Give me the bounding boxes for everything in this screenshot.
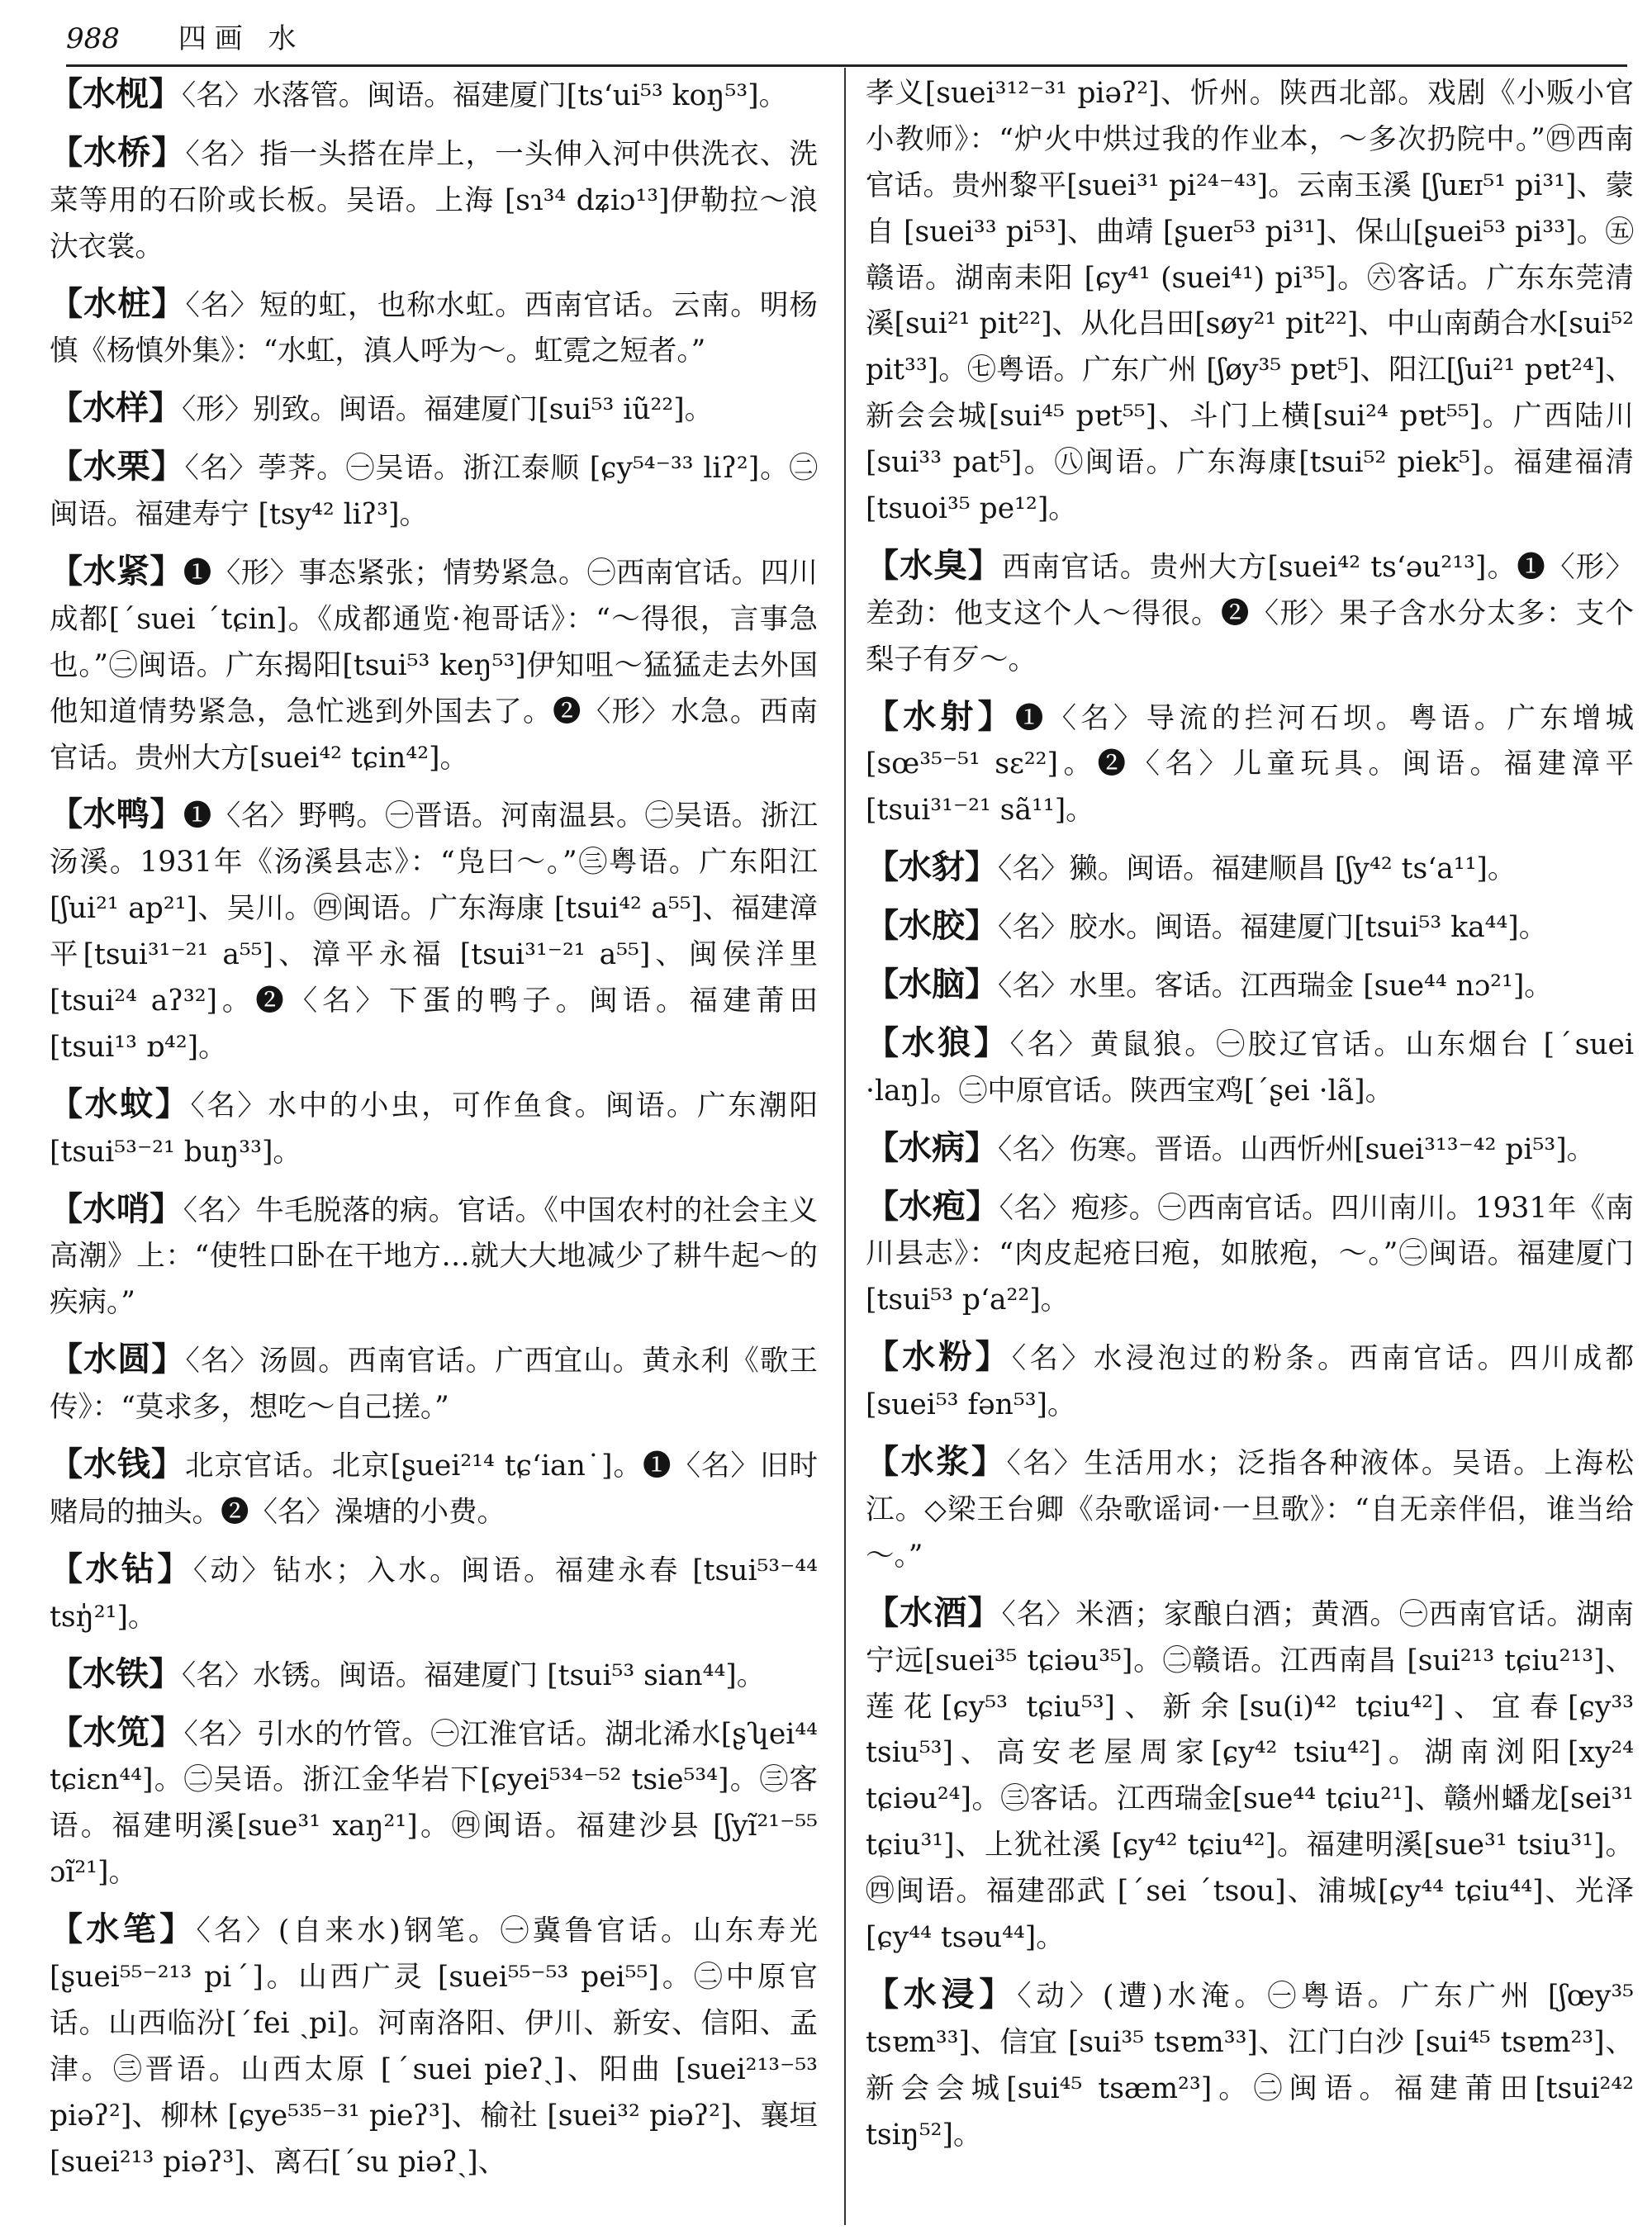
entry-headword: 【水豺】: [866, 847, 998, 887]
dictionary-entry: [866, 694, 1634, 835]
dictionary-entry: [50, 1710, 818, 1897]
section-title: 四画 水: [178, 22, 305, 55]
dictionary-entry: [50, 1186, 818, 1327]
entry-definition: 〈名〉水浸泡过的粉条。西南官话。四川成都[suei⁵³ fən⁵³]。: [866, 1342, 1635, 1422]
left-column: [50, 71, 818, 2195]
page-header: [66, 18, 1635, 59]
dictionary-entry: [50, 1336, 818, 1431]
entry-definition: 〈名〉牛毛脱落的病。官话。《中国农村的社会主义高潮》上：“使牲口卧在干地方…就大大地减少了耕牛起～的疾病。”: [50, 1193, 819, 1320]
entry-headword: 【水钱】: [50, 1445, 186, 1484]
entry-headword: 【水蚊】: [50, 1084, 191, 1123]
entry-definition: 〈动〉(遭)水淹。㊀粤语。广东广州 [ʃœy³⁵ tsɐm³³]、信宜 [sui³⁵ tsɐm³³]、江门白沙 [sui⁴⁵ tsɐm²³]、新会会城[sui⁴⁵ tsæm²³]。㊁闽语。福建莆田[tsui²⁴² tsiŋ⁵²]。: [866, 1979, 1634, 2152]
entry-headword: 【水射】: [866, 696, 1015, 736]
dictionary-entry: [866, 543, 1634, 684]
dictionary-entry: [866, 1439, 1634, 1580]
dictionary-entry: [50, 444, 818, 539]
entry-headword: 【水浸】: [866, 1974, 1018, 2014]
dictionary-entry: [50, 1906, 818, 2185]
dictionary-entry: [50, 1081, 818, 1176]
entry-headword: 【水鸭】: [50, 795, 183, 834]
entry-definition: 〈名〉水落管。闽语。福建厦门[tsʻui⁵³ koŋ⁵³]。: [182, 79, 788, 112]
entry-headword: 【水病】: [866, 1127, 998, 1167]
entry-headword: 【水紧】: [50, 552, 183, 591]
dictionary-entry: [866, 1125, 1634, 1174]
header-rule: [66, 64, 1627, 67]
entry-headword: 【水桥】: [50, 132, 186, 172]
dictionary-entry: [50, 1546, 818, 1641]
dictionary-entry: [866, 844, 1634, 893]
entry-definition: ❶〈名〉导流的拦河石坝。粤语。广东增城[sœ³⁵⁻⁵¹ sɛ²²]。❷〈名〉儿童玩具。闽语。福建漳平 [tsui³¹⁻²¹ sã¹¹]。: [866, 701, 1635, 828]
entry-headword: 【水栗】: [50, 447, 185, 486]
entry-headword: 【水臭】: [866, 545, 1002, 585]
entry-definition: 〈动〉钻水；入水。闽语。福建永春 [tsui⁵³⁻⁴⁴ tsŋ̍²¹]。: [50, 1554, 819, 1634]
entry-definition: 〈名〉荸荠。㊀吴语。浙江泰顺 [ɕy⁵⁴⁻³³ liʔ²]。㊁闽语。福建寿宁 [tsy⁴² liʔ³]。: [50, 452, 818, 532]
dictionary-entry: [866, 1590, 1634, 1962]
entry-headword: 【水笕】: [50, 1712, 184, 1752]
entry-headword: 【水脑】: [866, 965, 998, 1004]
entry-headword: 【水粉】: [866, 1337, 1012, 1377]
entry-definition: 〈名〉汤圆。西南官话。广西宜山。黄永利《歌王传》：“莫求多，想吃～自己搓。”: [50, 1345, 819, 1425]
dictionary-entry: [50, 791, 818, 1070]
entry-definition: 〈名〉水锈。闽语。福建厦门 [tsui⁵³ sian⁴⁴]。: [182, 1658, 766, 1692]
entry-definition: ❶〈形〉事态紧张；情势紧急。㊀西南官话。四川成都[ˊsuei ˊtɕin]。《成都通览·袍哥话》：“～得很，言事急也。”㊁闽语。广东揭阳[tsui⁵³ keŋ⁵³]伊知咀～猛猛走去外国他知道情势紧急，急忙逃到外国去了。❷〈形〉水急。西南官话。贵州大方[suei⁴² tɕin⁴²]。: [50, 557, 819, 775]
dictionary-entry: [50, 385, 818, 434]
entry-definition: 〈名〉指一头搭在岸上，一头伸入河中供洗衣、洗菜等用的石阶或长板。吴语。上海 [sɿ³⁴ dʑiɔ¹³]伊勒拉～浪汏衣裳。: [50, 137, 819, 263]
entry-definition: 孝义[suei³¹²⁻³¹ piəʔ²]、忻州。陕西北部。戏剧《小贩小官小教师》：“炉火中烘过我的作业本，～多次扔院中。”㊃西南官话。贵州黎平[suei³¹ pi²⁴⁻⁴³]。云南玉溪 [ʃuᴇɪ⁵¹ pi³¹]、蒙自 [suei³³ pi⁵³]、曲靖 [ʂueɪ⁵³ pi³¹]、保山[ʂuei⁵³ pi³³]。㊄赣语。湖南耒阳 [ɕy⁴¹ (suei⁴¹) pi³⁵]。㊅客话。广东东莞清溪[sui²¹ pit²²]、从化吕田[søy²¹ pit²²]、中山南蓢合水[sui⁵² pit³³]。㊆粤语。广东广州 [ʃøy³⁵ pɐt⁵]、阳江[ʃui²¹ pɐt²⁴]、新会会城[sui⁴⁵ pɐt⁵⁵]、斗门上横[sui²⁴ pɐt⁵⁵]。广西陆川[sui³³ pat⁵]。㊇闽语。广东海康[tsui⁵² piek⁵]。福建福清 [tsuoi³⁵ pe¹²]。: [866, 77, 1634, 526]
entry-definition: 〈名〉短的虹，也称水虹。西南官话。云南。明杨慎《杨慎外集》：“水虹，滇人呼为～。虹霓之短者。”: [50, 288, 819, 368]
entry-definition: 北京官话。北京[ʂuei²¹⁴ tɕʻian˙]。❶〈名〉旧时赌局的抽头。❷〈名〉澡塘的小费。: [50, 1450, 819, 1529]
dictionary-entry: [50, 71, 818, 120]
dictionary-entry: [866, 961, 1634, 1010]
entry-definition: 〈名〉疱疹。㊀西南官话。四川南川。1931年《南川县志》：“肉皮起疮曰疱，如脓疱，～。”㊁闽语。福建厦门 [tsui⁵³ pʻa²²]。: [866, 1191, 1634, 1317]
dictionary-entry: [866, 71, 1634, 533]
entry-definition: 〈名〉獭。闽语。福建顺昌 [ʃy⁴² tsʻa¹¹]。: [998, 852, 1517, 886]
entry-headword: 【水狼】: [866, 1022, 1010, 1062]
entry-definition: 〈名〉生活用水；泛指各种液体。吴语。上海松江。◇梁王台卿《杂歌谣词·一旦歌》：“自无亲伴侣，谁当给～。”: [866, 1447, 1635, 1573]
entry-definition: 〈名〉引水的竹管。㊀江淮官话。湖北浠水[ʂʮei⁴⁴ tɕiɛn⁴⁴]。㊁吴语。浙江金华岩下[ɕyei⁵³⁴⁻⁵² tsie⁵³⁴]。㊂客语。福建明溪[sue³¹ xaŋ²¹]。㊃闽语。福建沙县 [ʃyĩ²¹⁻⁵⁵ ɔĩ²¹]。: [50, 1717, 818, 1890]
entry-headword: 【水桩】: [50, 283, 186, 323]
page-number: 988: [66, 22, 120, 55]
entry-definition: 〈名〉水里。客话。江西瑞金 [sue⁴⁴ nɔ²¹]。: [998, 970, 1553, 1004]
entry-headword: 【水枧】: [50, 74, 182, 113]
dictionary-entry: [50, 1441, 818, 1536]
entry-definition: 〈形〉别致。闽语。福建厦门[sui⁵³ iũ²²]。: [182, 393, 714, 427]
entry-headword: 【水样】: [50, 388, 182, 428]
dictionary-entry: [50, 281, 818, 376]
dictionary-entry: [866, 1971, 1634, 2159]
dictionary-entry: [866, 903, 1634, 951]
dictionary-entry: [866, 1020, 1634, 1115]
entry-definition: 〈名〉伤寒。晋语。山西忻州[suei³¹³⁻⁴² pi⁵³]。: [998, 1132, 1596, 1166]
entry-definition: ❶〈名〉野鸭。㊀晋语。河南温县。㊁吴语。浙江汤溪。1931年《汤溪县志》：“凫曰～。”㊂粤语。广东阳江[ʃui²¹ ap²¹]、吴川。㊃闽语。广东海康 [tsui⁴² a⁵⁵]、福建漳平[tsui³¹⁻²¹ a⁵⁵]、漳平永福 [tsui³¹⁻²¹ a⁵⁵]、闽侯洋里 [tsui²⁴ aʔ³²]。❷〈名〉下蛋的鸭子。闽语。福建莆田 [tsui¹³ ɒ⁴²]。: [50, 799, 819, 1064]
entry-headword: 【水哨】: [50, 1189, 183, 1228]
entry-headword: 【水胶】: [866, 906, 998, 946]
entry-definition: 〈名〉水中的小虫，可作鱼食。闽语。广东潮阳[tsui⁵³⁻²¹ buŋ³³]。: [50, 1089, 819, 1169]
entry-headword: 【水圆】: [50, 1340, 186, 1379]
dictionary-entry: [50, 130, 818, 271]
dictionary-entry: [50, 1651, 818, 1700]
entry-headword: 【水钻】: [50, 1549, 193, 1588]
entry-headword: 【水笔】: [50, 1910, 197, 1949]
entry-headword: 【水疱】: [866, 1186, 999, 1226]
entry-definition: 〈名〉米酒；家酿白酒；黄酒。㊀西南官话。湖南宁远[suei³⁵ tɕiəu³⁵]。㊁赣语。江西南昌 [sui²¹³ tɕiu²¹³]、莲花[ɕy⁵³ tɕiu⁵³]、新余[su(i)⁴² tɕiu⁴²]、宜春[ɕy³³ tsiu⁵³]、高安老屋周家[ɕy⁴² tsiu⁴²]。湖南浏阳[xy²⁴ tɕiəu²⁴]。㊂客话。江西瑞金[sue⁴⁴ tɕiu²¹]、赣州蟠龙[sei³¹ tɕiu³¹]、上犹社溪 [ɕy⁴² tɕiu⁴²]。福建明溪[sue³¹ tsiu³¹]。㊃闽语。福建邵武 [ˊsei ˊtsou]、浦城[ɕy⁴⁴ tɕiu⁴⁴]、光泽 [ɕy⁴⁴ tsəu⁴⁴]。: [866, 1597, 1635, 1954]
dictionary-entry: [866, 1184, 1634, 1325]
entry-headword: 【水酒】: [866, 1592, 1002, 1632]
right-column: [866, 71, 1634, 2168]
entry-definition: 西南官话。贵州大方[suei⁴² tsʻəu²¹³]。❶〈形〉差劲：他支这个人～得很。❷〈形〉果子含水分太多：支个梨子有歹～。: [866, 550, 1634, 676]
entry-definition: 〈名〉胶水。闽语。福建厦门[tsui⁵³ ka⁴⁴]。: [998, 911, 1548, 945]
entry-definition: 〈名〉(自来水)钢笔。㊀冀鲁官话。山东寿光[ʂuei⁵⁵⁻²¹³ piˊ]。山西广灵 [suei⁵⁵⁻⁵³ pei⁵⁵]。㊁中原官话。山西临汾[ˊfei ˏpi]。河南洛阳、伊川、新安、信阳、孟津。㊂晋语。山西太原 [ˊsuei pieʔˏ]、阳曲 [suei²¹³⁻⁵³ piəʔ²]、柳林 [ɕye⁵³⁵⁻³¹ pieʔ³]、榆社 [suei³² piəʔ²]、襄垣[suei²¹³ piəʔ³]、离石[ˊsu piəʔˏ]、: [50, 1914, 819, 2179]
entry-headword: 【水铁】: [50, 1654, 182, 1693]
entry-headword: 【水浆】: [866, 1442, 1007, 1482]
dictionary-entry: [866, 1334, 1634, 1429]
column-divider: [844, 68, 846, 2225]
dictionary-entry: [50, 548, 818, 781]
entry-definition: 〈名〉黄鼠狼。㊀胶辽官话。山东烟台 [ˊsuei ·laŋ]。㊁中原官话。陕西宝鸡[ˊʂei ·lã]。: [866, 1027, 1634, 1108]
